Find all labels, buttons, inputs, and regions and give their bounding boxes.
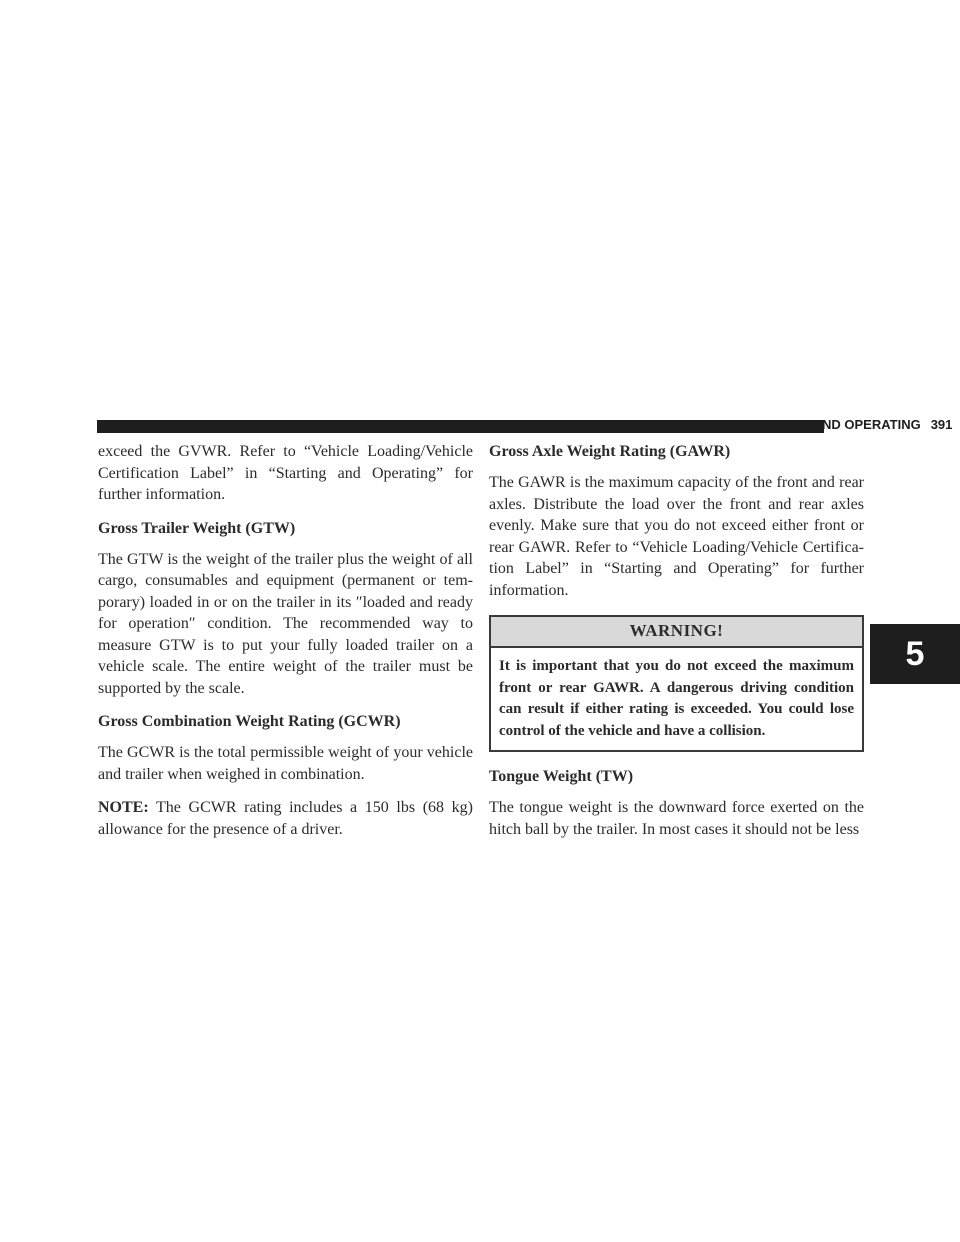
- section-title: STARTING AND OPERATING: [744, 417, 921, 432]
- paragraph-gtw: The GTW is the weight of the trailer plus the weight of all cargo, consumables and equipment (permanent or tem-porary) loaded in or on the trailer in its ″loaded and ready for operation″ condition. The recommended way to measure GTW is to put your fully loaded trailer on a vehicle scale. The entire weight of the trailer must be supported by the scale.: [98, 550, 473, 697]
- header-rule: [97, 420, 824, 433]
- chapter-tab: 5: [870, 624, 960, 684]
- paragraph-tongue-weight: The tongue weight is the downward force exerted on the hitch ball by the trailer. In most cases it should not be less: [489, 799, 864, 838]
- warning-title: WARNING!: [491, 617, 862, 648]
- warning-text: It is important that you do not exceed the maximum front or rear GAWR. A dangerous driving condition can result if either rating is exceeded. You could lose control of the vehicle and have a collision.: [499, 658, 854, 739]
- heading-gtw: Gross Trailer Weight (GTW): [98, 519, 296, 537]
- heading-gcwr: Gross Combination Weight Rating (GCWR): [98, 713, 401, 730]
- note-label: NOTE:: [98, 799, 149, 816]
- paragraph-gvwr-continued: exceed the GVWR. Refer to “Vehicle Loading/Vehicle Certification Label” in “Starting and Operating” for further information.: [98, 443, 473, 503]
- paragraph-gawr: The GAWR is the maximum capacity of the front and rear axles. Distribute the load over the front and rear axles evenly. Make sure that you do not exceed either front or rear GAWR. Refer to “Vehicle Loading/Vehicle Certifica-tion Label” in “Starting and Operating” for further information.: [489, 474, 864, 599]
- note-paragraph: [98, 797, 473, 840]
- heading-tongue-weight: Tongue Weight (TW): [489, 768, 634, 785]
- heading-gawr: Gross Axle Weight Rating (GAWR): [489, 443, 731, 460]
- note-text: The GCWR rating includes a 150 lbs (68 kg) allowance for the presence of a driver.: [98, 799, 473, 838]
- right-column: [489, 441, 864, 852]
- page-number: 391: [930, 417, 953, 432]
- left-column: [98, 441, 473, 852]
- paragraph-gcwr: The GCWR is the total permissible weight of your vehicle and trailer when weighed in combination.: [98, 744, 473, 783]
- running-header: [744, 417, 953, 432]
- warning-box: [489, 615, 864, 752]
